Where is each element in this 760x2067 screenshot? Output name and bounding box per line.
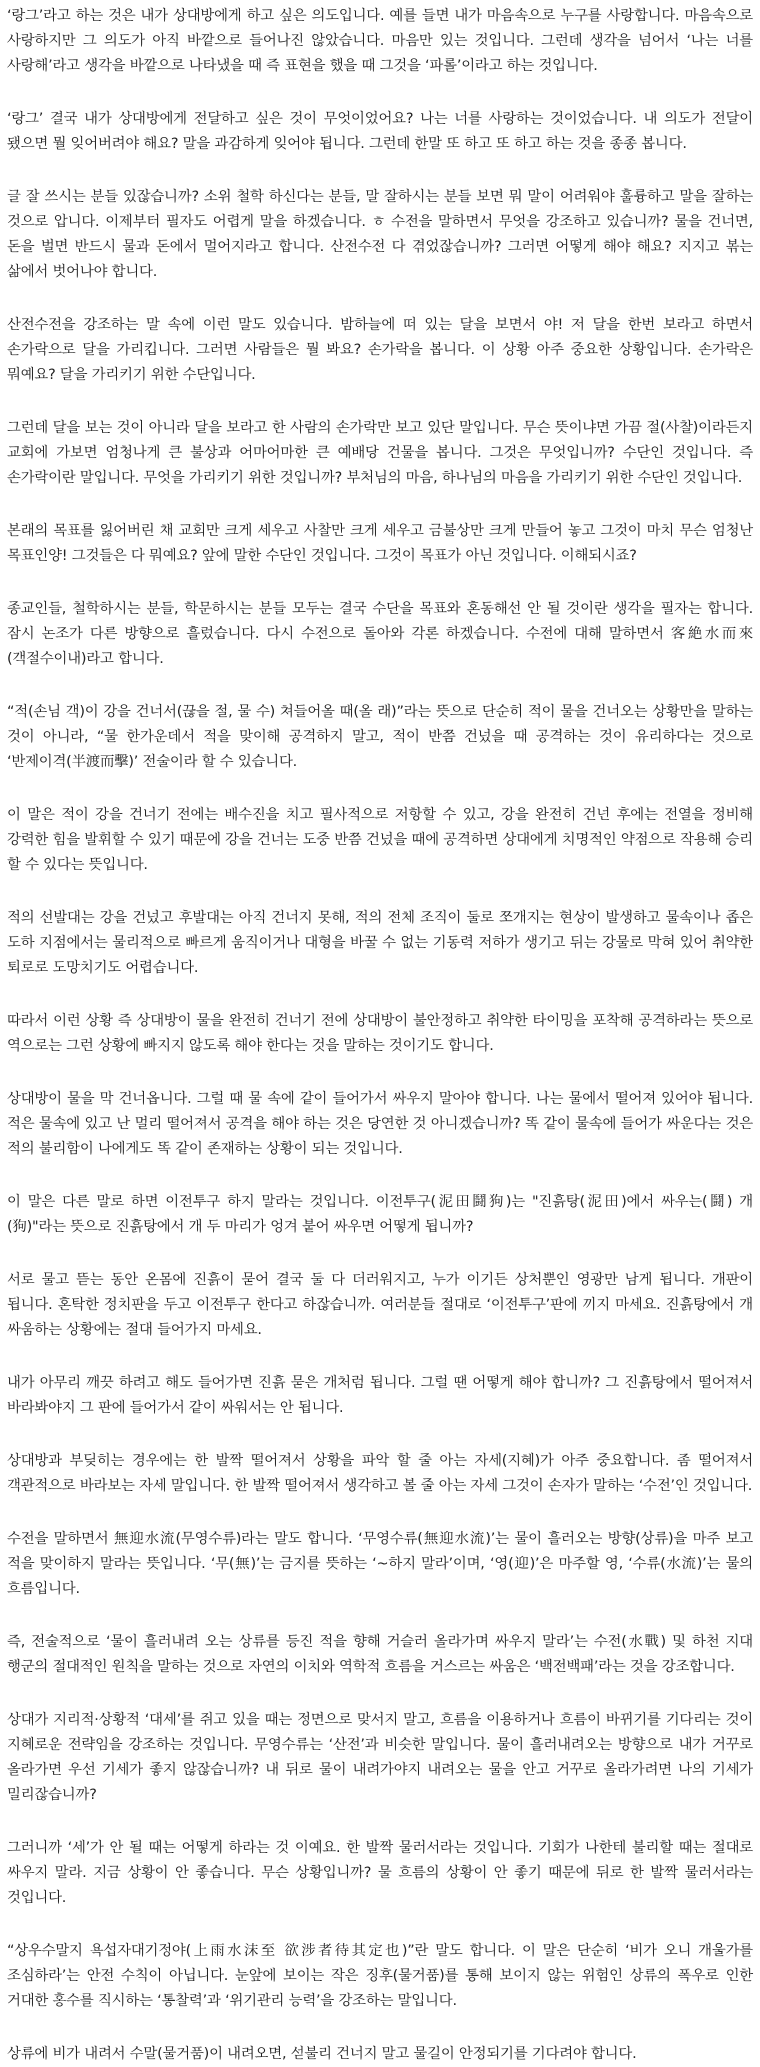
paragraph: 수전을 말하면서 無迎水流(무영수류)라는 말도 합니다. ‘무영수류(無迎水流)’는 물이 흘러오는 방향(상류)을 마주 보고 적을 맞이하지 말라는 뜻입니다. ‘무(無)’는 금지를 뜻하는 ‘~하지 말라’이며, ‘영(迎)’은 마주할 영, ‘수류(水流)’는 물의 흐름입니다. bbox=[7, 1531, 753, 1597]
paragraph: 글 잘 쓰시는 분들 있잖습니까? 소위 철학 하신다는 분들, 말 잘하시는 분들 보면 뭐 말이 어려워야 훌륭하고 말을 잘하는 것으로 압니다. 이제부터 필자도 어렵게 말을 하겠습니다. ㅎ 수전을 말하면서 무엇을 강조하고 있습니까? 물을 건너면, 돈을 벌면 반드시 물과 돈에서 멀어지라고 합니다. 산전수전 다 겪었잖습니까? 그러면 어떻게 해야 해요? 지지고 볶는 삶에서 벗어나야 합니다. bbox=[7, 189, 753, 280]
paragraph: ‘랑그’라고 하는 것은 내가 상대방에게 하고 싶은 의도입니다. 예를 들면 내가 마음속으로 누구를 사랑합니다. 마음속으로 사랑하지만 그 의도가 아직 바깥으로 들어나진 않았습니다. 마음만 있는 것입니다. 그런데 생각을 넘어서 ‘나는 너를 사랑해’라고 생각을 바깥으로 나타냈을 때 즉 표현을 했을 때 그것을 ‘파롤’이라고 하는 것입니다. bbox=[7, 8, 753, 74]
paragraph: 상류에 비가 내려서 수말(물거품)이 내려오면, 섣불리 건너지 말고 물길이 안정되기를 기다려야 합니다. bbox=[7, 2046, 637, 2062]
paragraph: 이 말은 다른 말로 하면 이전투구 하지 말라는 것입니다. 이전투구(泥田鬪狗)는 "진흙탕(泥田)에서 싸우는(鬪) 개(狗)"라는 뜻으로 진흙탕에서 개 두 마리가 엉겨 붙어 싸우면 어떻게 됩니까? bbox=[7, 1194, 753, 1235]
paragraph: 즉, 전술적으로 ‘물이 흘러내려 오는 상류를 등진 적을 향해 거슬러 올라가며 싸우지 말라’는 수전(水戰) 및 하천 지대 행군의 절대적인 원칙을 말하는 것으로 자연의 이치와 역학적 흐름을 거스르는 싸움은 ‘백전백패’라는 것을 강조합니다. bbox=[7, 1634, 753, 1675]
paragraph: 산전수전을 강조하는 말 속에 이런 말도 있습니다. 밤하늘에 떠 있는 달을 보면서 야! 저 달을 한번 보라고 하면서 손가락으로 달을 가리킵니다. 그러면 사람들은 뭘 봐요? 손가락을 봅니다. 이 상황 아주 중요한 상황입니다. 손가락은 뭐예요? 달을 가리키기 위한 수단입니다. bbox=[7, 317, 753, 383]
paragraph: 적의 선발대는 강을 건넜고 후발대는 아직 건너지 못해, 적의 전체 조직이 둘로 쪼개지는 현상이 발생하고 물속이나 좁은 도하 지점에서는 물리적으로 빠르게 움직이거나 대형을 바꿀 수 없는 기동력 저하가 생기고 뒤는 강물로 막혀 있어 취약한 퇴로로 도망치기도 어렵습니다. bbox=[7, 910, 753, 976]
paragraph: ‘랑그’ 결국 내가 상대방에게 전달하고 싶은 것이 무엇이었어요? 나는 너를 사랑하는 것이었습니다. 내 의도가 전달이 됐으면 뭘 잊어버려야 해요? 말을 과감하게 잊어야 됩니다. 그런데 한말 또 하고 또 하고 하는 것을 종종 봅니다. bbox=[7, 111, 753, 152]
paragraph: 이 말은 적이 강을 건너기 전에는 배수진을 치고 필사적으로 저항할 수 있고, 강을 완전히 건넌 후에는 전열을 정비해 강력한 힘을 발휘할 수 있기 때문에 강을 건너는 도중 반쯤 건넜을 때에 공격하면 상대에게 치명적인 약점으로 작용해 승리 할 수 있다는 뜻입니다. bbox=[7, 807, 753, 873]
paragraph: 상대가 지리적·상황적 ‘대세’를 쥐고 있을 때는 정면으로 맞서지 말고, 흐름을 이용하거나 흐름이 바뀌기를 기다리는 것이 지혜로운 전략임을 강조하는 것입니다. 무영수류는 ‘산전’과 비슷한 말입니다. 물이 흘러내려오는 방향으로 내가 거꾸로 올라가면 우선 기세가 좋지 않잖습니까? 내 뒤로 물이 내려가야지 내려오는 물을 안고 거꾸로 올라가려면 나의 기세가 밀리잖습니까? bbox=[7, 1712, 753, 1803]
paragraph: 종교인들, 철학하시는 분들, 학문하시는 분들 모두는 결국 수단을 목표와 혼동해선 안 될 것이란 생각을 필자는 합니다. 잠시 논조가 다른 방향으로 흘렀습니다. 다시 수전으로 돌아와 각론 하겠습니다. 수전에 대해 말하면서 客絶水而來(객절수이내)라고 합니다. bbox=[7, 601, 753, 667]
paragraph: 내가 아무리 깨끗 하려고 해도 들어가면 진흙 묻은 개처럼 됩니다. 그럴 땐 어떻게 해야 합니까? 그 진흙탕에서 떨어져서 바라봐야지 그 판에 들어가서 같이 싸워서는 안 됩니다. bbox=[7, 1375, 753, 1416]
paragraph: 따라서 이런 상황 즉 상대방이 물을 완전히 건너기 전에 상대방이 불안정하고 취약한 타이밍을 포착해 공격하라는 뜻으로 역으로는 그런 상황에 빠지지 않도록 해야 한다는 것을 말하는 것이기도 합니다. bbox=[7, 1013, 753, 1054]
paragraph: 그런데 달을 보는 것이 아니라 달을 보라고 한 사람의 손가락만 보고 있단 말입니다. 무슨 뜻이냐면 가끔 절(사찰)이라든지 교회에 가보면 엄청나게 큰 불상과 어마어마한 큰 예배당 건물을 봅니다. 그것은 무엇입니까? 수단인 것입니다. 즉 손가락이란 말입니다. 무엇을 가리키기 위한 것입니까? 부처님의 마음, 하나님의 마음을 가리키기 위한 수단인 것입니다. bbox=[7, 420, 753, 486]
paragraph: 상대방과 부딪히는 경우에는 한 발짝 떨어져서 상황을 파악 할 줄 아는 자세(지혜)가 아주 중요합니다. 좀 떨어져서 객관적으로 바라보는 자세 말입니다. 한 발짝 떨어져서 생각하고 볼 줄 아는 자세 그것이 손자가 말하는 ‘수전’인 것입니다. bbox=[7, 1453, 753, 1494]
paragraph: “상우수말지 욕섭자대기정야(上雨水沫至 欲涉者待其定也)”란 말도 합니다. 이 말은 단순히 ‘비가 오니 개울가를 조심하라’는 안전 수칙이 아닙니다. 눈앞에 보이는 작은 징후(물거품)를 통해 보이지 않는 위험인 상류의 폭우로 인한 거대한 홍수를 직시하는 ‘통찰력’과 ‘위기관리 능력’을 강조하는 말입니다. bbox=[7, 1943, 753, 2009]
paragraph: 본래의 목표를 잃어버린 채 교회만 크게 세우고 사찰만 크게 세우고 금불상만 크게 만들어 놓고 그것이 마치 무슨 엄청난 목표인양! 그것들은 다 뭐예요? 앞에 말한 수단인 것입니다. 그것이 목표가 아닌 것입니다. 이해되시죠? bbox=[7, 523, 753, 564]
paragraph: 상대방이 물을 막 건너옵니다. 그럴 때 물 속에 같이 들어가서 싸우지 말아야 합니다. 나는 물에서 떨어져 있어야 됩니다. 적은 물속에 있고 난 멀리 떨어져서 공격을 해야 하는 것은 당연한 것 아니겠습니까? 똑 같이 물속에 들어가 싸운다는 것은 적의 불리함이 나에게도 똑 같이 존재하는 상황이 되는 것입니다. bbox=[7, 1091, 753, 1157]
paragraph: 서로 물고 뜯는 동안 온몸에 진흙이 묻어 결국 둘 다 더러워지고, 누가 이기든 상처뿐인 영광만 남게 됩니다. 개판이 됩니다. 혼탁한 정치판을 두고 이전투구 한다고 하잖습니까. 여러분들 절대로 ‘이전투구’판에 끼지 마세요. 진흙탕에서 개 싸움하는 상황에는 절대 들어가지 마세요. bbox=[7, 1272, 753, 1338]
paragraph: “적(손님 객)이 강을 건너서(끊을 절, 물 수) 쳐들어올 때(올 래)”라는 뜻으로 단순히 적이 물을 건너오는 상황만을 말하는 것이 아니라, “물 한가운데서 적을 맞이해 공격하지 말고, 적이 반쯤 건넜을 때 공격하는 것이 유리하다는 것으로 ‘반제이격(半渡而擊)’ 전술이라 할 수 있습니다. bbox=[7, 704, 753, 770]
paragraph: 그러니까 ‘세’가 안 될 때는 어떻게 하라는 것 이예요. 한 발짝 물러서라는 것입니다. 기회가 나한테 불리할 때는 절대로 싸우지 말라. 지금 상황이 안 좋습니다. 무슨 상황입니까? 물 흐름의 상황이 안 좋기 때문에 뒤로 한 발짝 물러서라는 것입니다. bbox=[7, 1840, 753, 1906]
